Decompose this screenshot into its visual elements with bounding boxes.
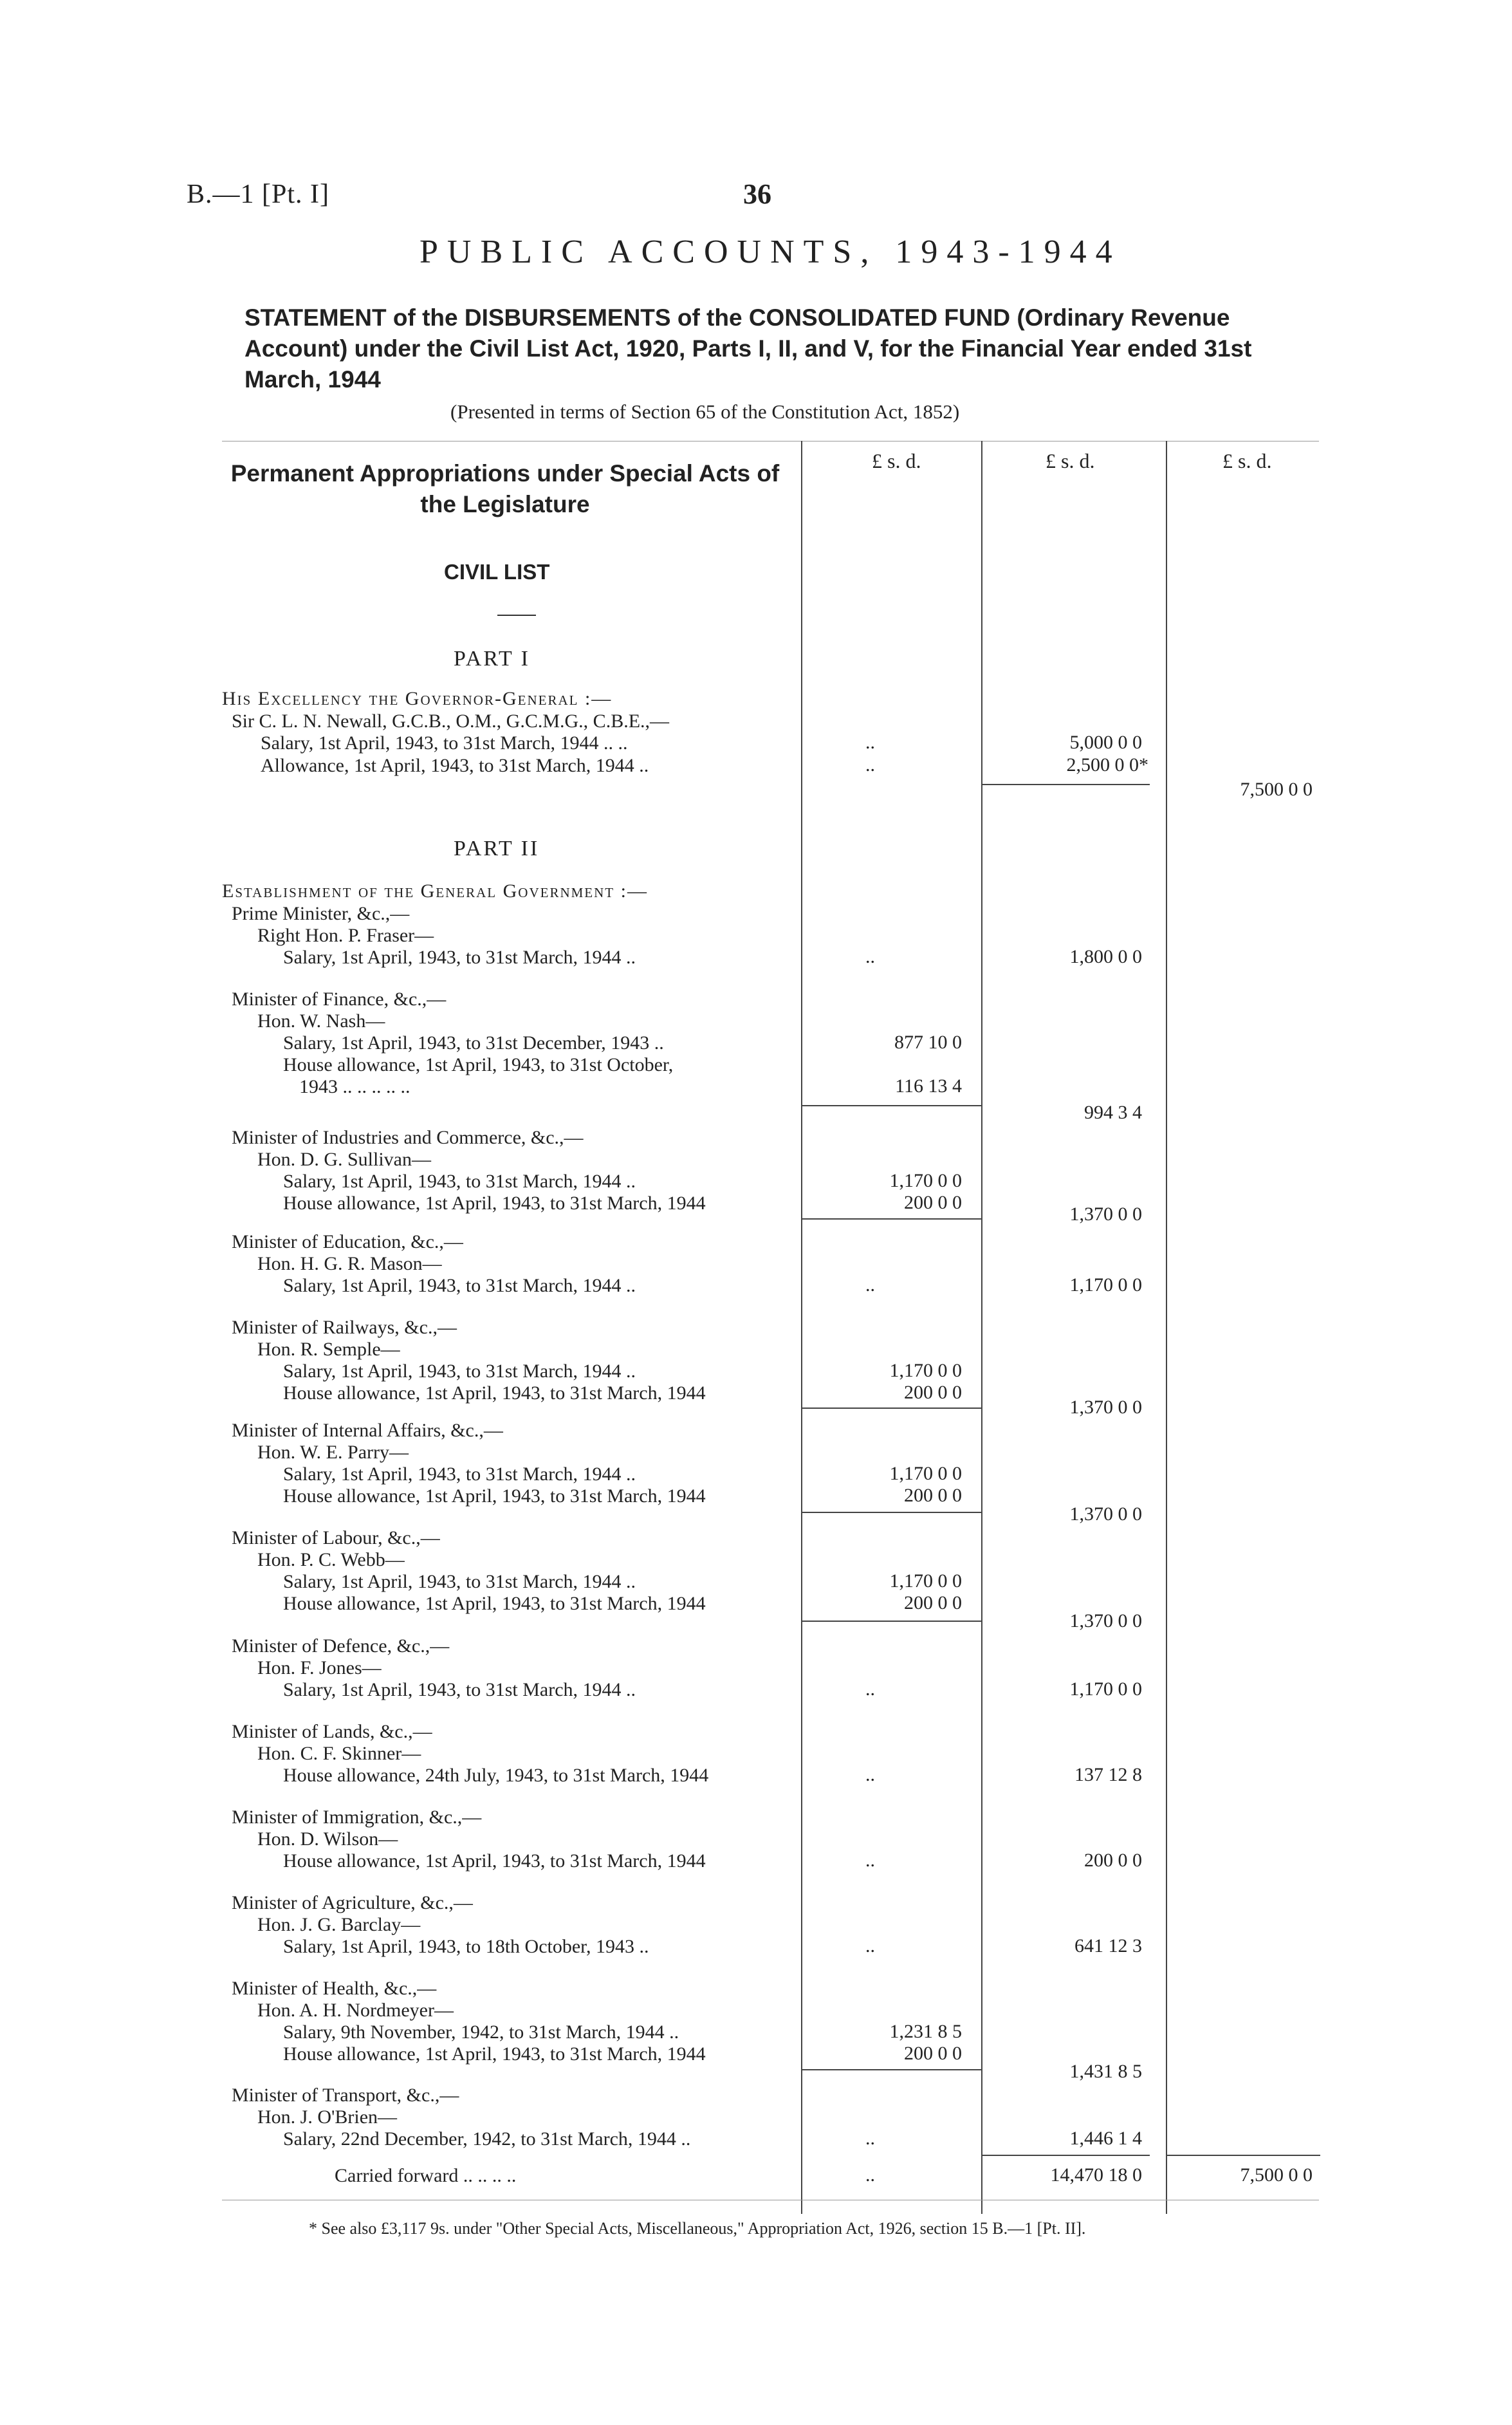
subtotal-rule [801, 1218, 981, 1220]
carried-forward-label: Carried forward .. .. .. .. [335, 2165, 517, 2186]
amount-col1: .. [865, 946, 875, 967]
page-title: PUBLIC ACCOUNTS, 1943-1944 [419, 234, 1121, 270]
amount-col2: 994 3 4 [1084, 1102, 1142, 1123]
line-description: House allowance, 1st April, 1943, to 31st March, 1944 [283, 1193, 706, 1214]
part-2-heading: PART II [454, 837, 540, 860]
line-description: House allowance, 24th July, 1943, to 31st March, 1944 [283, 1765, 709, 1786]
carried-forward-col2: 14,470 18 0 [1050, 2164, 1142, 2186]
minister-title: Minister of Health, &c.,— [232, 1978, 437, 1999]
amount-col1: .. [865, 2128, 875, 2149]
carried-forward-col1: .. [865, 2164, 875, 2186]
amount-col2: 137 12 8 [1074, 1764, 1142, 1785]
subtotal-rule [801, 1512, 981, 1513]
person-name: Hon. P. C. Webb— [257, 1549, 405, 1570]
table-heading: Permanent Appropriations under Special Acts of the Legislature [230, 460, 780, 517]
minister-title: Minister of Immigration, &c.,— [232, 1807, 482, 1828]
column-header-2: £ s. d. [1046, 449, 1095, 472]
entity-label: Establishment of the General Government :— [222, 880, 648, 902]
minister-title: Minister of Industries and Commerce, &c.,— [232, 1127, 584, 1148]
minister-title: Minister of Lands, &c.,— [232, 1721, 432, 1742]
carried-forward-rule [1166, 2155, 1320, 2156]
amount-col1: .. [865, 1935, 875, 1956]
line-description: House allowance, 1st April, 1943, to 31st March, 1944 [283, 1593, 706, 1614]
amount-col1: 200 0 0 [904, 2043, 962, 2064]
column-header-1: £ s. d. [872, 449, 921, 472]
amount-col2: 1,370 0 0 [1069, 1203, 1142, 1225]
person-name: Hon. J. O'Brien— [257, 2106, 398, 2128]
line-description: House allowance, 1st April, 1943, to 31st March, 1944 [283, 1485, 706, 1507]
statement-heading: STATEMENT of the DISBURSEMENTS of the CONSOLIDATED FUND (Ordinary Revenue Account) under the Civil List Act, 1920, Parts I, II, and V, for the Financial Year ended 31st March, 1944 [244, 304, 1252, 393]
amount-col1: 200 0 0 [904, 1192, 962, 1213]
line-description: House allowance, 1st April, 1943, to 31st October, [283, 1054, 674, 1075]
person-name: Sir C. L. N. Newall, G.C.B., O.M., G.C.M.G., C.B.E.,— [232, 711, 670, 732]
person-name: Hon. A. H. Nordmeyer— [257, 2000, 454, 2021]
column-divider-3 [1166, 441, 1167, 2214]
amount-col2: 1,446 1 4 [1069, 2128, 1142, 2149]
person-name: Right Hon. P. Fraser— [257, 925, 434, 946]
line-description: Salary, 1st April, 1943, to 31st March, 1944 .. [283, 1463, 636, 1485]
person-name: Hon. D. G. Sullivan— [257, 1149, 431, 1170]
line-description: House allowance, 1st April, 1943, to 31st March, 1944 [283, 1850, 706, 1872]
amount-col1: .. [865, 732, 875, 753]
line-description: Salary, 1st April, 1943, to 31st December, 1943 .. [283, 1032, 664, 1054]
line-description: Salary, 1st April, 1943, to 31st March, 1944 .. [283, 1571, 636, 1592]
line-description: Allowance, 1st April, 1943, to 31st March, 1944 .. [261, 755, 649, 776]
line-description: Salary, 1st April, 1943, to 31st March, 1944 .. [283, 947, 636, 968]
line-description: Salary, 9th November, 1942, to 31st March, 1944 .. [283, 2021, 679, 2043]
subtotal-rule [801, 1105, 981, 1106]
amount-col1: 1,170 0 0 [889, 1570, 962, 1592]
amount-col1: .. [865, 1678, 875, 1700]
person-name: Hon. R. Semple— [257, 1339, 400, 1360]
carried-forward-rule [981, 2155, 1150, 2156]
line-description: Salary, 1st April, 1943, to 31st March, 1944 .. [283, 1275, 636, 1296]
amount-col2: 1,170 0 0 [1069, 1678, 1142, 1700]
subtotal-rule [981, 784, 1150, 785]
column-divider-1 [801, 441, 802, 2214]
amount-col1: 116 13 4 [895, 1075, 962, 1097]
line-description: Salary, 1st April, 1943, to 18th October, 1943 .. [283, 1936, 649, 1957]
minister-title: Minister of Defence, &c.,— [232, 1635, 450, 1657]
document-reference: B.—1 [Pt. I] [187, 180, 329, 209]
person-name: Hon. D. Wilson— [257, 1828, 398, 1850]
amount-col1: 200 0 0 [904, 1382, 962, 1403]
amount-col2: 5,000 0 0 [1069, 732, 1142, 753]
subtotal-rule [801, 2069, 981, 2070]
amount-col1: .. [865, 1764, 875, 1785]
person-name: Hon. W. E. Parry— [257, 1442, 409, 1463]
entity-label: His Excellency the Governor-General :— [222, 688, 613, 709]
person-name: Hon. C. F. Skinner— [257, 1743, 421, 1764]
amount-col2: 200 0 0 [1084, 1850, 1142, 1871]
subtotal-rule [801, 1621, 981, 1622]
minister-title: Minister of Internal Affairs, &c.,— [232, 1420, 503, 1441]
page-number: 36 [743, 178, 771, 210]
amount-col2: 1,370 0 0 [1069, 1397, 1142, 1418]
person-name: Hon. W. Nash— [257, 1010, 385, 1032]
separator-dash [497, 615, 536, 616]
subtotal-rule [801, 1408, 981, 1409]
line-description: 1943 .. .. .. .. .. [299, 1076, 410, 1097]
amount-col1: 1,170 0 0 [889, 1170, 962, 1191]
carried-forward-col3: 7,500 0 0 [1240, 2164, 1313, 2186]
amount-col1: .. [865, 1274, 875, 1296]
amount-col1: 1,170 0 0 [889, 1360, 962, 1381]
amount-col2: 2,500 0 0* [1066, 754, 1148, 776]
line-description: Salary, 1st April, 1943, to 31st March, 1944 .. [283, 1361, 636, 1382]
amount-col1: 1,170 0 0 [889, 1463, 962, 1484]
amount-col1: 200 0 0 [904, 1592, 962, 1613]
amount-col1: 877 10 0 [894, 1032, 962, 1053]
amount-col2: 1,370 0 0 [1069, 1610, 1142, 1631]
amount-col2: 1,170 0 0 [1069, 1274, 1142, 1296]
line-description: Salary, 1st April, 1943, to 31st March, 1944 .. .. [261, 732, 628, 754]
amount-col3: 7,500 0 0 [1240, 779, 1313, 800]
amount-col1: 1,231 8 5 [889, 2021, 962, 2042]
amount-col2: 1,800 0 0 [1069, 946, 1142, 967]
amount-col1: 200 0 0 [904, 1485, 962, 1506]
minister-title: Minister of Transport, &c.,— [232, 2085, 459, 2106]
amount-col2: 1,431 8 5 [1069, 2061, 1142, 2082]
line-description: House allowance, 1st April, 1943, to 31st March, 1944 [283, 1382, 706, 1404]
minister-title: Minister of Railways, &c.,— [232, 1317, 457, 1338]
amount-col1: .. [865, 1850, 875, 1871]
amount-col1: .. [865, 754, 875, 776]
amount-col2: 1,370 0 0 [1069, 1503, 1142, 1525]
amount-col2: 641 12 3 [1074, 1935, 1142, 1956]
line-description: House allowance, 1st April, 1943, to 31st March, 1944 [283, 2043, 706, 2065]
line-description: Salary, 1st April, 1943, to 31st March, 1944 .. [283, 1679, 636, 1700]
column-divider-2 [981, 441, 982, 2214]
minister-title: Minister of Labour, &c.,— [232, 1527, 440, 1548]
part-1-heading: PART I [454, 647, 530, 671]
minister-title: Minister of Finance, &c.,— [232, 989, 447, 1010]
civil-list-heading: CIVIL LIST [444, 560, 550, 584]
minister-title: Minister of Agriculture, &c.,— [232, 1892, 473, 1913]
footnote: * See also £3,117 9s. under "Other Special Acts, Miscellaneous," Appropriation Act, 1926, section 15 B.—1 [Pt. II]. [309, 2219, 1086, 2238]
line-description: Salary, 22nd December, 1942, to 31st March, 1944 .. [283, 2128, 691, 2150]
minister-title: Minister of Education, &c.,— [232, 1231, 463, 1252]
person-name: Hon. F. Jones— [257, 1657, 382, 1678]
presented-note: (Presented in terms of Section 65 of the Constitution Act, 1852) [450, 400, 960, 423]
column-header-3: £ s. d. [1222, 449, 1272, 472]
minister-title: Prime Minister, &c.,— [232, 903, 410, 924]
person-name: Hon. J. G. Barclay— [257, 1914, 421, 1935]
person-name: Hon. H. G. R. Mason— [257, 1253, 442, 1274]
line-description: Salary, 1st April, 1943, to 31st March, 1944 .. [283, 1171, 636, 1192]
